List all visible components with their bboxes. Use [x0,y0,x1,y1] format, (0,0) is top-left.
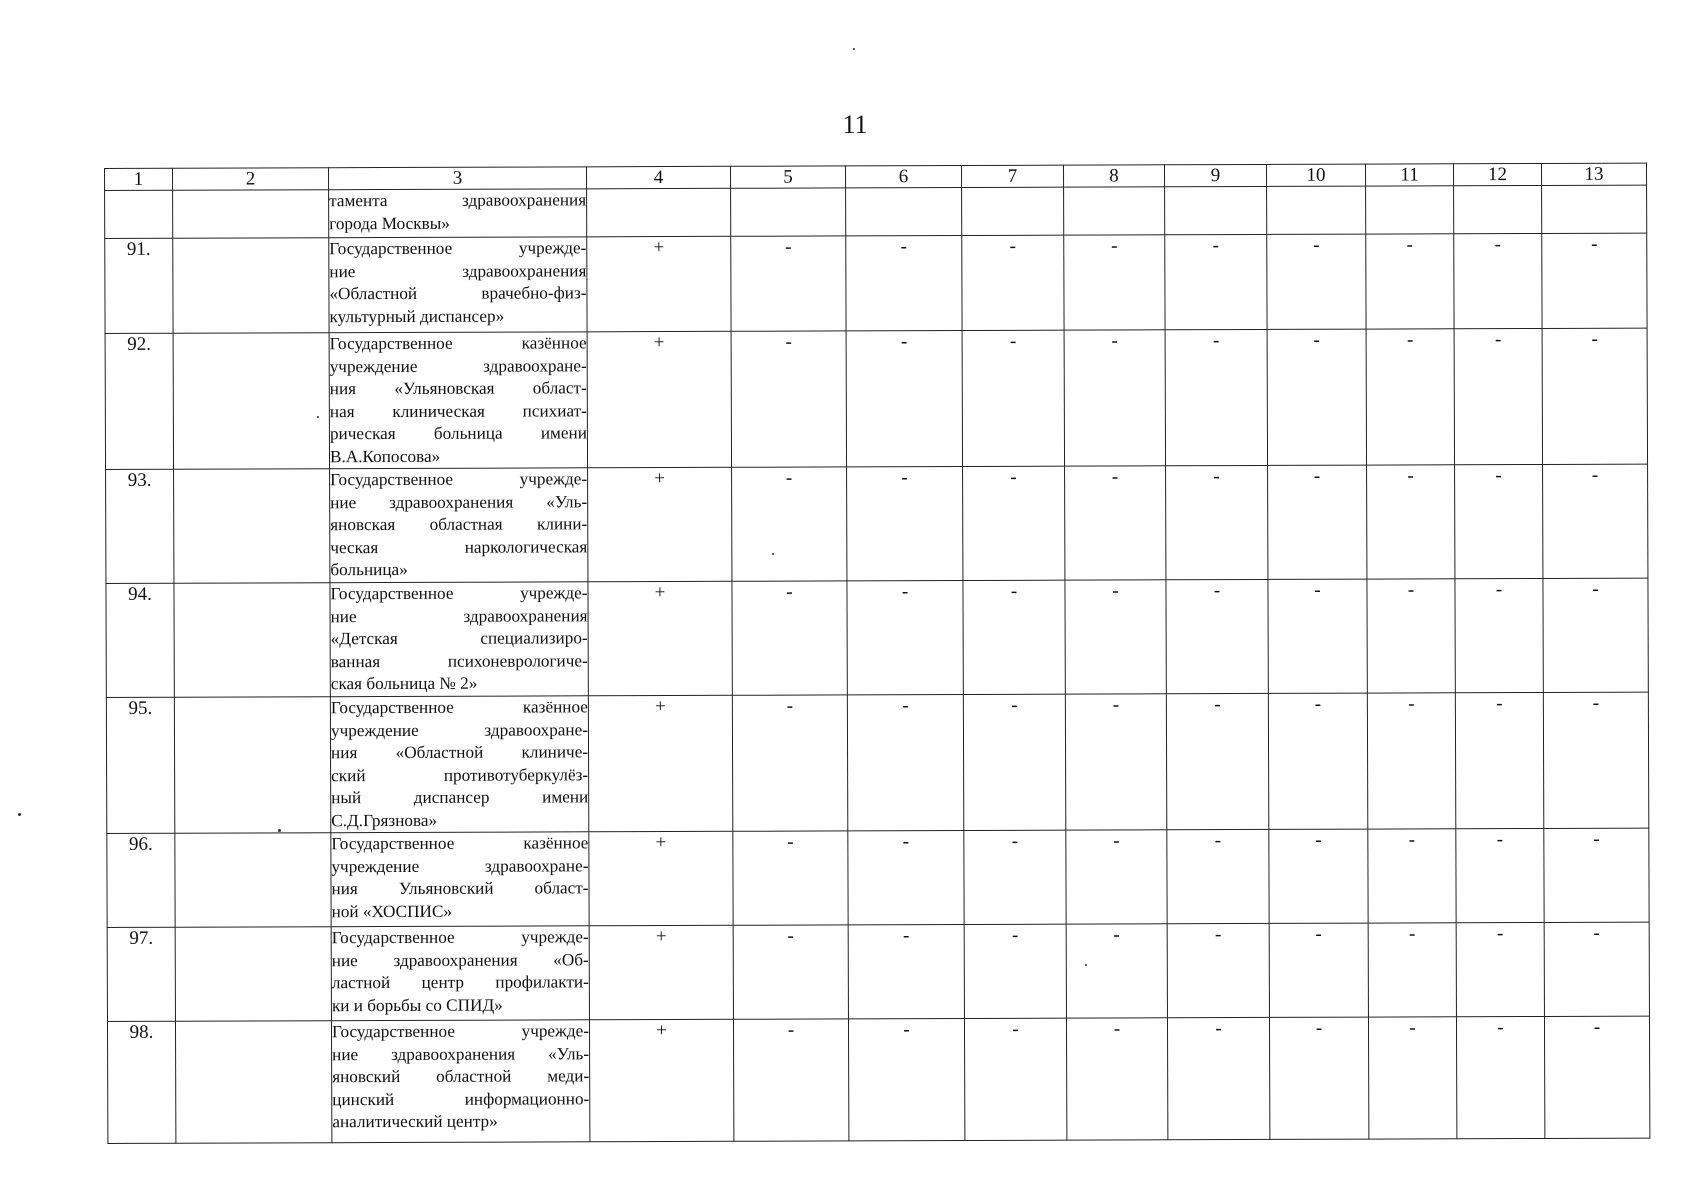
name-line: Государственное казённое [331,833,589,854]
mark-cell-col-7: - [963,694,1065,830]
name-line: Государственное казённое [329,333,587,354]
mark-cell-col-5: - [733,1019,848,1141]
mark-cell-col-8: - [1066,1018,1167,1140]
mark-cell-col-11: - [1367,693,1455,829]
mark-cell-col-7: - [962,330,1064,466]
mark-cell-col-10: - [1269,829,1368,923]
mark-cell-col-7: - [963,466,1065,580]
name-line: ния «Областной клиниче- [331,742,589,763]
mark-cell-col-12: - [1454,233,1542,328]
name-line: ния «Ульяновская област- [329,378,587,399]
scan-speck [278,829,281,832]
mark-cell-col-4: + [589,925,733,1020]
mark-cell-col-8: - [1064,235,1165,330]
mark-cell-col-10: - [1267,234,1366,329]
row-number-cell: 96. [107,833,175,927]
name-line: «Детская специализиро- [330,628,588,649]
institution-name-cell [330,696,588,833]
scan-speck [772,553,774,555]
row-number-cell: 93. [106,469,174,583]
mark-cell-col-12: - [1454,328,1542,464]
mark-cell-col-9: - [1165,234,1267,329]
mark-cell-col-7: - [964,1018,1066,1140]
name-line: культурный диспансер» [329,306,505,326]
mark-cell-col-6: - [847,467,963,581]
mark-cell-col-9: - [1166,693,1268,829]
empty-cell [173,333,329,470]
mark-cell-col-8: - [1066,924,1167,1018]
empty-cell [1064,187,1165,235]
empty-cell [174,697,330,834]
row-number-cell: 98. [107,1021,175,1143]
table-row [106,692,1648,833]
empty-cell [173,238,329,334]
column-header-2: 2 [173,168,329,191]
column-header-3: 3 [329,167,587,190]
empty-cell [173,190,329,239]
mark-cell-col-11: - [1366,234,1454,329]
mark-cell-col-13: - [1544,828,1649,922]
column-header-12: 12 [1453,163,1541,185]
column-header-10: 10 [1266,164,1365,186]
institution-name-cell [331,1020,589,1143]
mark-cell-col-12: - [1456,828,1544,922]
mark-cell-col-6: - [848,1019,964,1141]
mark-cell-col-8: - [1064,330,1165,466]
scan-speck [18,813,21,816]
name-line: Государственное учрежде- [331,1021,590,1042]
mark-cell-col-9: - [1166,465,1268,579]
mark-cell-col-12: - [1455,692,1543,828]
mark-cell-col-9: - [1167,923,1269,1017]
mark-cell-col-5: - [731,236,846,331]
mark-cell-col-5: - [732,467,847,581]
mark-cell-col-9: - [1167,829,1269,923]
name-line: учреждение здравоохране- [330,719,588,740]
continuation-row [105,185,1647,238]
empty-cell [587,188,731,237]
mark-cell-col-7: - [962,235,1064,330]
name-line: Государственное учрежде- [329,238,587,259]
mark-cell-col-13: - [1543,692,1648,828]
mark-cell-col-12: - [1456,922,1544,1016]
name-line: С.Д.Грязнова» [331,810,438,830]
name-line: Государственное учрежде- [331,927,589,948]
empty-cell [731,188,846,236]
mark-cell-col-10: - [1269,1017,1368,1139]
page-number: 11 [842,110,868,139]
name-line: ние здравоохранения «Уль- [332,1043,590,1064]
name-line: цинский информационно- [332,1088,590,1109]
mark-cell-col-4: + [588,467,732,582]
mark-cell-col-6: - [846,331,962,467]
column-header-1: 1 [105,168,173,190]
mark-cell-col-8: - [1066,830,1167,924]
mark-cell-col-11: - [1368,923,1456,1017]
mark-cell-col-13: - [1544,922,1649,1016]
table-row [105,328,1647,469]
name-line: Государственное учрежде- [330,469,588,490]
table-row [106,578,1648,697]
column-header-6: 6 [845,166,961,188]
mark-cell-col-10: - [1268,693,1367,829]
mark-cell-col-13: - [1544,1016,1649,1138]
name-line: ной «ХОСПИС» [331,901,453,921]
name-line: Государственное учрежде- [330,583,588,604]
name-line: Государственное казённое [330,697,588,718]
name-line: тамента здравоохранения [329,190,587,211]
mark-cell-col-13: - [1542,328,1647,464]
column-header-8: 8 [1063,165,1164,187]
empty-cell [1542,185,1647,233]
mark-cell-col-4: + [588,581,732,696]
mark-cell-col-7: - [964,830,1066,924]
institution-name-cell [331,926,589,1021]
scan-speck [853,48,855,50]
row-number-cell: 95. [106,697,174,833]
name-line: ческая наркологическая [330,536,588,557]
mark-cell-col-10: - [1269,923,1368,1017]
mark-cell-col-11: - [1368,1017,1456,1139]
empty-cell [174,583,330,698]
row-number-cell [105,190,173,238]
mark-cell-col-9: - [1166,579,1268,693]
empty-cell [175,927,331,1022]
mark-cell-col-11: - [1367,579,1455,693]
mark-cell-col-10: - [1268,579,1367,693]
mark-cell-col-11: - [1366,329,1454,465]
empty-cell [846,188,962,236]
empty-cell [1454,185,1542,233]
institution-name-cell [331,832,589,927]
mark-cell-col-11: - [1367,465,1455,579]
mark-cell-col-13: - [1543,578,1648,692]
empty-cell [1366,186,1454,234]
table-row [106,464,1648,583]
empty-cell [1165,186,1267,234]
institution-name-cell [329,237,587,333]
table-row [105,233,1647,333]
table-row [107,828,1649,927]
name-line: города Москвы» [329,213,450,233]
name-line: рическая больница имени [329,423,587,444]
mark-cell-col-6: - [847,695,963,831]
name-line: ние здравоохранения «Об- [331,949,589,970]
mark-cell-col-4: + [587,331,731,468]
empty-cell [174,469,330,584]
empty-cell [175,833,331,928]
row-number-cell: 94. [106,583,174,697]
mark-cell-col-11: - [1368,829,1456,923]
empty-cell [962,187,1064,235]
name-line: ки и борьбы со СПИД» [331,995,503,1015]
column-header-7: 7 [961,165,1063,187]
column-header-4: 4 [586,166,730,189]
scan-speck [1085,964,1087,966]
name-line: ние здравоохранения «Уль- [330,491,588,512]
mark-cell-col-10: - [1268,465,1367,579]
mark-cell-col-5: - [733,925,848,1019]
row-number-cell: 97. [107,927,175,1021]
mark-cell-col-5: - [733,831,848,925]
name-line: яновская областная клини- [330,514,588,535]
mark-cell-col-8: - [1065,694,1166,830]
name-line: яновский областной меди- [332,1066,590,1087]
empty-cell [1267,186,1366,234]
mark-cell-col-10: - [1267,329,1366,465]
mark-cell-col-6: - [846,236,962,331]
mark-cell-col-5: - [731,331,846,467]
name-line: больница» [330,559,408,580]
mark-cell-col-7: - [963,580,1065,694]
mark-cell-col-5: - [732,581,847,695]
column-header-13: 13 [1541,163,1646,185]
mark-cell-col-13: - [1542,233,1647,328]
name-line: ние здравоохранения [329,260,587,281]
mark-cell-col-6: - [848,831,964,925]
institution-name-cell [330,582,588,697]
name-line: В.А.Копосова» [329,446,441,466]
row-number-cell: 92. [105,333,173,469]
mark-cell-col-8: - [1065,580,1166,694]
mark-cell-col-8: - [1065,466,1166,580]
name-line: ластной центр профилакти- [331,972,589,993]
scan-speck [317,416,319,418]
mark-cell-col-6: - [848,925,964,1019]
column-header-9: 9 [1164,164,1266,186]
institution-name-cell [330,468,588,583]
name-line: аналитический центр» [332,1111,498,1132]
mark-cell-col-4: + [588,695,732,832]
column-header-5: 5 [730,166,845,188]
mark-cell-col-4: + [589,1019,733,1142]
row-number-cell: 91. [105,238,173,333]
mark-cell-col-12: - [1456,1016,1544,1138]
mark-cell-col-12: - [1455,464,1543,578]
column-header-11: 11 [1365,164,1453,186]
name-line: ный диспансер имени [331,787,589,808]
mark-cell-col-5: - [732,695,847,831]
empty-cell [175,1021,331,1144]
mark-cell-col-6: - [847,581,963,695]
name-line: ная клиническая психиат- [329,400,587,421]
name-line: ский противотуберкулёз- [331,764,589,785]
name-line: учреждение здравоохране- [329,355,587,376]
institution-name-cell [329,332,587,469]
name-line: учреждение здравоохране- [331,855,589,876]
table-row [107,1016,1649,1143]
registry-table [104,163,1650,1144]
mark-cell-col-13: - [1543,464,1648,578]
name-line: «Областной врачебно-физ- [329,283,587,304]
mark-cell-col-4: + [587,236,731,332]
mark-cell-col-9: - [1165,329,1267,465]
mark-cell-col-12: - [1455,578,1543,692]
name-line: ская больница № 2» [330,673,478,694]
mark-cell-col-9: - [1167,1017,1269,1139]
institution-name-cell [329,189,587,238]
mark-cell-col-4: + [589,831,733,926]
name-line: ванная психоневрологиче- [330,650,588,671]
name-line: ния Ульяновский област- [331,878,589,899]
table-row [107,922,1649,1021]
name-line: ние здравоохранения [330,605,588,626]
mark-cell-col-7: - [964,924,1066,1018]
